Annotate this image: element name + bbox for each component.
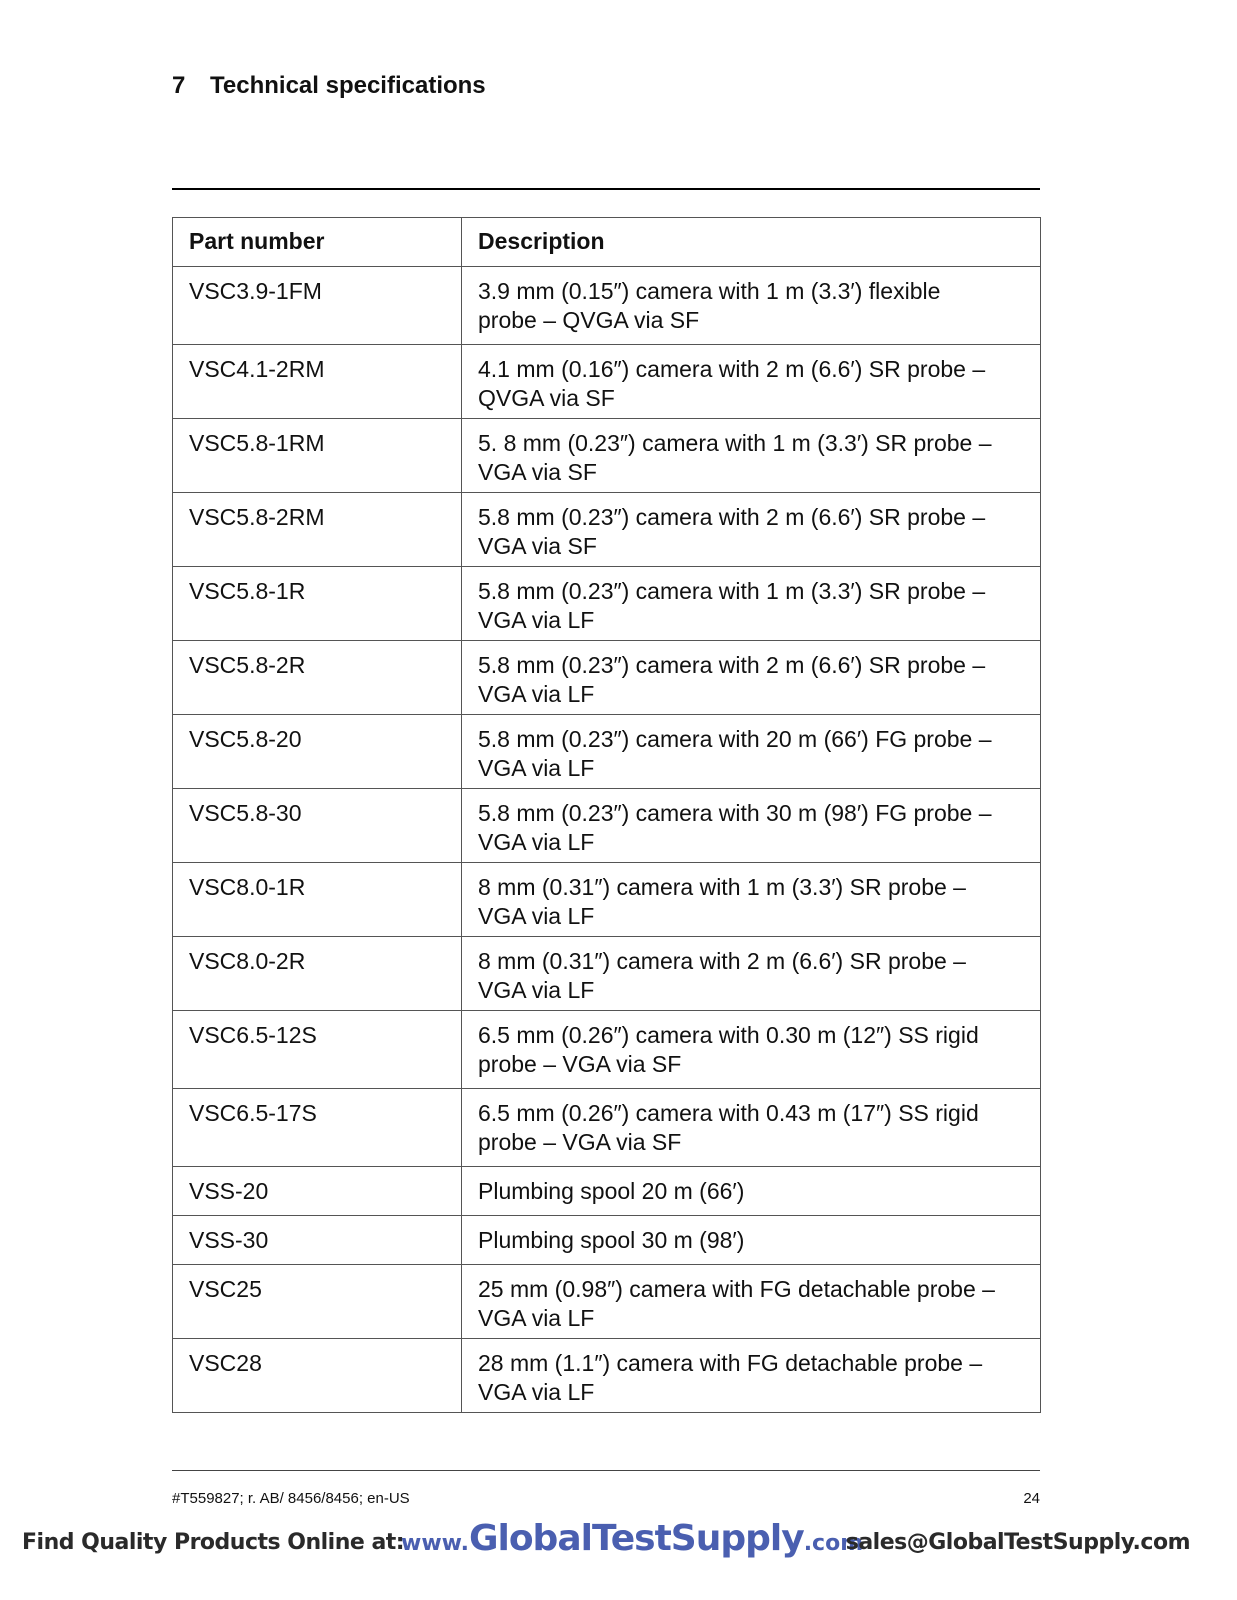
description-line: probe – QVGA via SF <box>478 307 700 333</box>
description-cell <box>462 1339 1041 1413</box>
description-line: VGA via LF <box>478 607 595 633</box>
part-number-cell: VSC6.5-12S <box>173 1011 462 1089</box>
description-line: 8 mm (0.31″) camera with 1 m (3.3′) SR probe – <box>478 874 966 900</box>
spec-table <box>172 217 1041 1413</box>
description-line: 28 mm (1.1″) camera with FG detachable probe – <box>478 1350 983 1376</box>
part-number-cell: VSC25 <box>173 1265 462 1339</box>
description-line: 5.8 mm (0.23″) camera with 2 m (6.6′) SR probe – <box>478 652 986 678</box>
table-row <box>173 1011 1041 1089</box>
website-link[interactable] <box>401 1518 863 1559</box>
description-cell <box>462 789 1041 863</box>
table-row <box>173 1216 1041 1265</box>
header-part-number: Part number <box>173 218 462 267</box>
email-link[interactable]: sales@GlobalTestSupply.com <box>845 1530 1190 1555</box>
part-number-cell: VSC5.8-30 <box>173 789 462 863</box>
description-line: 5.8 mm (0.23″) camera with 20 m (66′) FG probe – <box>478 726 992 752</box>
description-cell <box>462 1216 1041 1265</box>
table-row <box>173 937 1041 1011</box>
description-cell <box>462 567 1041 641</box>
part-number-cell: VSC5.8-20 <box>173 715 462 789</box>
description-line: VGA via LF <box>478 903 595 929</box>
part-number-cell: VSC5.8-1R <box>173 567 462 641</box>
document-reference: #T559827; r. AB/ 8456/8456; en-US <box>172 1490 410 1507</box>
description-line: VGA via LF <box>478 1305 595 1331</box>
table-row <box>173 493 1041 567</box>
table-row <box>173 345 1041 419</box>
section-title: Technical specifications <box>210 72 486 99</box>
table-row <box>173 419 1041 493</box>
description-cell <box>462 937 1041 1011</box>
description-line: VGA via LF <box>478 1379 595 1405</box>
site-name: GlobalTestSupply <box>468 1518 804 1559</box>
part-number-cell: VSC5.8-2RM <box>173 493 462 567</box>
description-line: 5.8 mm (0.23″) camera with 30 m (98′) FG probe – <box>478 800 992 826</box>
table-header-row <box>173 218 1041 267</box>
description-line: 6.5 mm (0.26″) camera with 0.43 m (17″) SS rigid <box>478 1100 979 1126</box>
description-line: VGA via LF <box>478 977 595 1003</box>
description-line: 25 mm (0.98″) camera with FG detachable probe – <box>478 1276 995 1302</box>
table-row <box>173 863 1041 937</box>
table-row <box>173 1265 1041 1339</box>
description-line: 4.1 mm (0.16″) camera with 2 m (6.6′) SR probe – <box>478 356 986 382</box>
description-line: probe – VGA via SF <box>478 1129 682 1155</box>
table-row <box>173 789 1041 863</box>
part-number-cell: VSS-20 <box>173 1167 462 1216</box>
table-row <box>173 715 1041 789</box>
description-cell <box>462 715 1041 789</box>
description-line: 8 mm (0.31″) camera with 2 m (6.6′) SR probe – <box>478 948 966 974</box>
part-number-cell: VSS-30 <box>173 1216 462 1265</box>
section-number: 7 <box>172 72 186 99</box>
description-line: QVGA via SF <box>478 385 615 411</box>
description-line: 3.9 mm (0.15″) camera with 1 m (3.3′) flexible <box>478 278 941 304</box>
part-number-cell: VSC8.0-1R <box>173 863 462 937</box>
table-row <box>173 267 1041 345</box>
part-number-cell: VSC6.5-17S <box>173 1089 462 1167</box>
description-cell <box>462 1167 1041 1216</box>
part-number-cell: VSC4.1-2RM <box>173 345 462 419</box>
section-heading <box>172 72 486 100</box>
page-number: 24 <box>1023 1490 1040 1507</box>
table-row <box>173 567 1041 641</box>
part-number-cell: VSC28 <box>173 1339 462 1413</box>
description-cell <box>462 1011 1041 1089</box>
description-line: 6.5 mm (0.26″) camera with 0.30 m (12″) SS rigid <box>478 1022 979 1048</box>
site-prefix: www. <box>401 1531 469 1556</box>
description-line: VGA via SF <box>478 533 597 559</box>
description-line: VGA via LF <box>478 829 595 855</box>
table-row <box>173 1089 1041 1167</box>
description-line: Plumbing spool 20 m (66′) <box>478 1178 745 1204</box>
footer-divider <box>172 1470 1040 1471</box>
part-number-cell: VSC8.0-2R <box>173 937 462 1011</box>
part-number-cell: VSC5.8-1RM <box>173 419 462 493</box>
description-cell <box>462 1089 1041 1167</box>
description-line: VGA via LF <box>478 755 595 781</box>
description-line: 5.8 mm (0.23″) camera with 2 m (6.6′) SR probe – <box>478 504 986 530</box>
description-cell <box>462 1265 1041 1339</box>
description-cell <box>462 493 1041 567</box>
description-line: VGA via LF <box>478 681 595 707</box>
supplier-banner <box>0 1518 1237 1568</box>
table-row <box>173 1167 1041 1216</box>
description-cell <box>462 267 1041 345</box>
top-divider <box>172 188 1040 190</box>
header-description: Description <box>462 218 1041 267</box>
description-line: Plumbing spool 30 m (98′) <box>478 1227 745 1253</box>
description-line: 5.8 mm (0.23″) camera with 1 m (3.3′) SR probe – <box>478 578 986 604</box>
description-line: probe – VGA via SF <box>478 1051 682 1077</box>
table-row <box>173 1339 1041 1413</box>
description-cell <box>462 863 1041 937</box>
description-line: 5. 8 mm (0.23″) camera with 1 m (3.3′) SR probe – <box>478 430 992 456</box>
site-suffix: .com <box>803 1531 864 1556</box>
part-number-cell: VSC5.8-2R <box>173 641 462 715</box>
description-line: VGA via SF <box>478 459 597 485</box>
description-cell <box>462 419 1041 493</box>
description-cell <box>462 345 1041 419</box>
promo-text: Find Quality Products Online at: <box>22 1530 405 1555</box>
part-number-cell: VSC3.9-1FM <box>173 267 462 345</box>
table-row <box>173 641 1041 715</box>
description-cell <box>462 641 1041 715</box>
